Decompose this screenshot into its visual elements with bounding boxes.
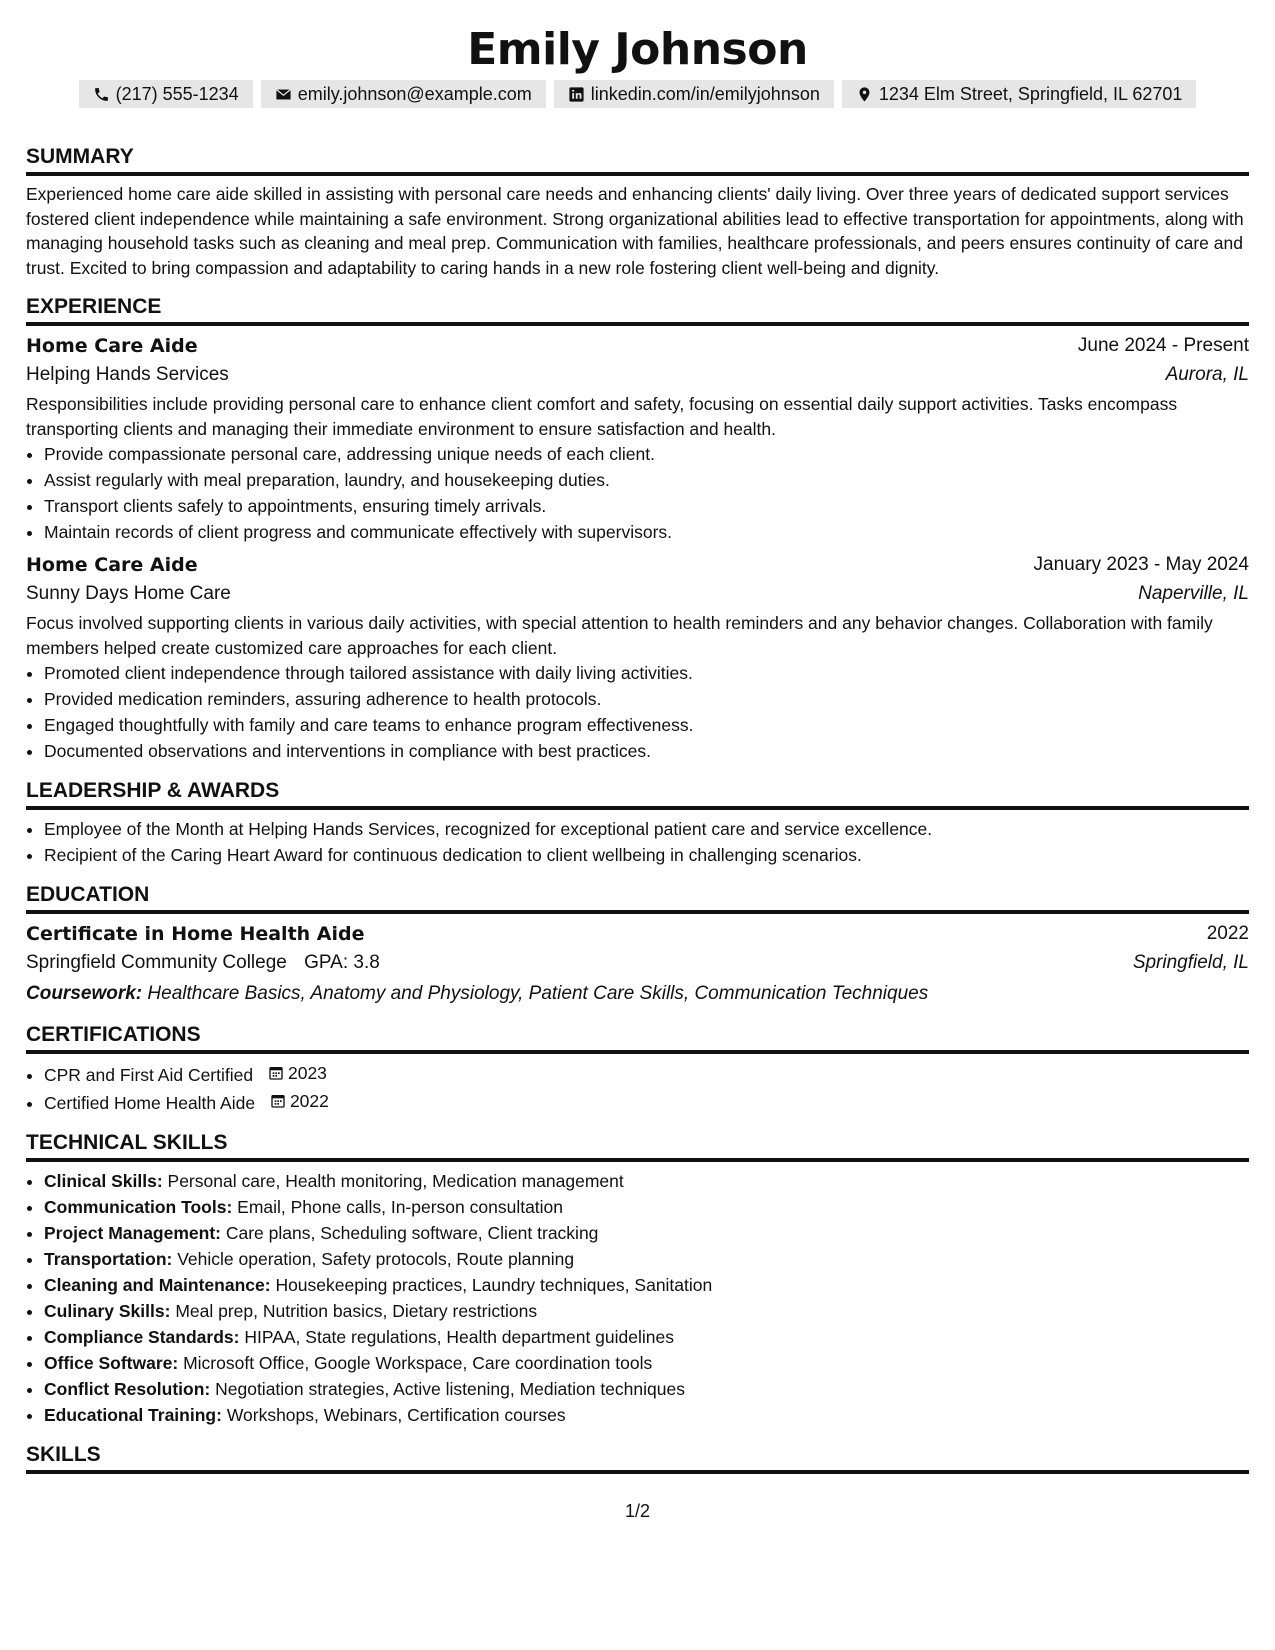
- job-dates: January 2023 - May 2024: [1033, 554, 1249, 575]
- list-item: • Recipient of the Caring Heart Award for continuous dedication to client wellbeing in challenging scenarios.: [44, 842, 1249, 868]
- list-item: • Assist regularly with meal preparation, laundry, and housekeeping duties.: [44, 467, 1249, 493]
- resume-page: [26, 0, 1249, 1650]
- phone-text: (217) 555-1234: [115, 84, 239, 104]
- list-item: • Documented observations and interventions in compliance with best practices.: [44, 738, 1249, 764]
- address-text: 1234 Elm Street, Springfield, IL 62701: [878, 84, 1183, 104]
- gpa-text: GPA: 3.8: [304, 952, 380, 973]
- skill-item: [44, 1298, 1249, 1324]
- job-title: Home Care Aide: [26, 554, 198, 576]
- section-title: SUMMARY: [26, 144, 1249, 176]
- contact-bar: [26, 80, 1249, 108]
- certification-year: 2022: [289, 1091, 329, 1111]
- map-marker-icon: [856, 86, 873, 103]
- school-location: Springfield, IL: [1132, 952, 1249, 973]
- job-bullets: [26, 660, 1249, 764]
- calendar-icon: [270, 1093, 286, 1109]
- linkedin-chip[interactable]: [554, 80, 834, 108]
- calendar-icon: [268, 1065, 284, 1081]
- list-item: • Provide compassionate personal care, addressing unique needs of each client.: [44, 441, 1249, 467]
- school-name: Springfield Community College: [26, 952, 287, 973]
- skill-label: Compliance Standards:: [44, 1327, 240, 1347]
- skill-item: [44, 1168, 1249, 1194]
- leadership-section: [26, 778, 1249, 868]
- email-chip[interactable]: [261, 80, 546, 108]
- section-title: SKILLS: [26, 1442, 1249, 1474]
- job-location: Naperville, IL: [1138, 583, 1249, 604]
- skill-label: Educational Training:: [44, 1405, 222, 1425]
- graduation-year: 2022: [1206, 923, 1249, 944]
- list-item: • Maintain records of client progress and communicate effectively with supervisors.: [44, 519, 1249, 545]
- skill-item: [44, 1272, 1249, 1298]
- skill-label: Clinical Skills:: [44, 1171, 163, 1191]
- skill-item: [44, 1194, 1249, 1220]
- section-title: TECHNICAL SKILLS: [26, 1130, 1249, 1162]
- linkedin-text: linkedin.com/in/emilyjohnson: [590, 84, 820, 104]
- list-item: • Promoted client independence through tailored assistance with daily living activities.: [44, 660, 1249, 686]
- skill-item: [44, 1376, 1249, 1402]
- job-entry: [26, 551, 1249, 764]
- skill-label: Project Management:: [44, 1223, 221, 1243]
- summary-section: [26, 144, 1249, 280]
- section-title: LEADERSHIP & AWARDS: [26, 778, 1249, 810]
- section-title: CERTIFICATIONS: [26, 1022, 1249, 1054]
- skill-label: Communication Tools:: [44, 1197, 233, 1217]
- coursework-label: Coursework:: [26, 983, 143, 1004]
- skill-item: [44, 1350, 1249, 1376]
- skill-item: [44, 1402, 1249, 1428]
- page-number: 1/2: [624, 1501, 651, 1521]
- skill-value: Personal care, Health monitoring, Medication management: [167, 1171, 624, 1191]
- certifications-section: [26, 1022, 1249, 1116]
- job-entry: [26, 332, 1249, 545]
- list-item: • Provided medication reminders, assuring adherence to health protocols.: [44, 686, 1249, 712]
- job-description: Focus involved supporting clients in various daily activities, with special attention to health reminders and any behavior changes. Collaboration with family members helped create customized care approaches for each client.: [26, 613, 1213, 658]
- job-location: Aurora, IL: [1165, 364, 1249, 385]
- certification-name: CPR and First Aid Certified: [44, 1065, 254, 1085]
- job-description: Responsibilities include providing personal care to enhance client comfort and safety, focusing on essential daily support activities. Tasks encompass transporting clients and managing their immediate environment to ensure satisfaction and health.: [26, 394, 1178, 439]
- skill-label: Transportation:: [44, 1249, 173, 1269]
- skill-value: Email, Phone calls, In-person consultation: [237, 1197, 564, 1217]
- skill-item: [44, 1324, 1249, 1350]
- company-name: Helping Hands Services: [26, 364, 229, 385]
- list-item: • Transport clients safely to appointments, ensuring timely arrivals.: [44, 493, 1249, 519]
- job-bullets: [26, 441, 1249, 545]
- certification-name: Certified Home Health Aide: [44, 1093, 256, 1113]
- linkedin-icon: [568, 86, 585, 103]
- job-dates: June 2024 - Present: [1077, 335, 1249, 356]
- skill-value: Workshops, Webinars, Certification courses: [226, 1405, 566, 1425]
- skill-value: HIPAA, State regulations, Health department guidelines: [244, 1327, 674, 1347]
- skill-label: Office Software:: [44, 1353, 179, 1373]
- skill-value: Care plans, Scheduling software, Client tracking: [225, 1223, 599, 1243]
- skill-label: Conflict Resolution:: [44, 1379, 211, 1399]
- skill-value: Microsoft Office, Google Workspace, Care coordination tools: [183, 1353, 653, 1373]
- skill-value: Housekeeping practices, Laundry techniques, Sanitation: [275, 1275, 713, 1295]
- section-title: EXPERIENCE: [26, 294, 1249, 326]
- certification-item: [44, 1060, 1249, 1088]
- certification-year: 2023: [287, 1063, 327, 1083]
- address-chip: [842, 80, 1197, 108]
- list-item: • Engaged thoughtfully with family and care teams to enhance program effectiveness.: [44, 712, 1249, 738]
- company-name: Sunny Days Home Care: [26, 583, 231, 604]
- degree-title: Certificate in Home Health Aide: [26, 923, 365, 945]
- skill-label: Cleaning and Maintenance:: [44, 1275, 271, 1295]
- email-text: emily.johnson@example.com: [297, 84, 532, 104]
- list-item: • Employee of the Month at Helping Hands Services, recognized for exceptional patient care and service excellence.: [44, 816, 1249, 842]
- job-title: Home Care Aide: [26, 335, 198, 357]
- technical-skills-section: [26, 1130, 1249, 1428]
- phone-icon: [93, 86, 110, 103]
- skill-value: Vehicle operation, Safety protocols, Route planning: [177, 1249, 575, 1269]
- summary-text: Experienced home care aide skilled in assisting with personal care needs and enhancing clients' daily living. Over three years of dedicated support services fostered client independence while maintaining a safe environment. Strong organizational abilities lead to effective transportation for appointments, along with managing household tasks such as cleaning and meal prep. Communication with families, healthcare professionals, and peers ensures continuity of care and trust. Excited to bring compassion and adaptability to caring hands in a new role fostering client well-being and dignity.: [26, 184, 1244, 278]
- skill-label: Culinary Skills:: [44, 1301, 171, 1321]
- skill-value: Meal prep, Nutrition basics, Dietary restrictions: [175, 1301, 538, 1321]
- candidate-name: Emily Johnson: [467, 24, 808, 75]
- section-title: EDUCATION: [26, 882, 1249, 914]
- education-section: [26, 882, 1249, 1008]
- envelope-icon: [275, 86, 292, 103]
- coursework-line: [26, 979, 1249, 1008]
- skills-section: [26, 1442, 1249, 1474]
- skill-item: [44, 1246, 1249, 1272]
- skill-item: [44, 1220, 1249, 1246]
- coursework-text: Healthcare Basics, Anatomy and Physiology, Patient Care Skills, Communication Techniques: [147, 983, 929, 1004]
- experience-section: [26, 294, 1249, 764]
- skill-value: Negotiation strategies, Active listening, Mediation techniques: [215, 1379, 685, 1399]
- certification-item: [44, 1088, 1249, 1116]
- phone-chip[interactable]: [79, 80, 253, 108]
